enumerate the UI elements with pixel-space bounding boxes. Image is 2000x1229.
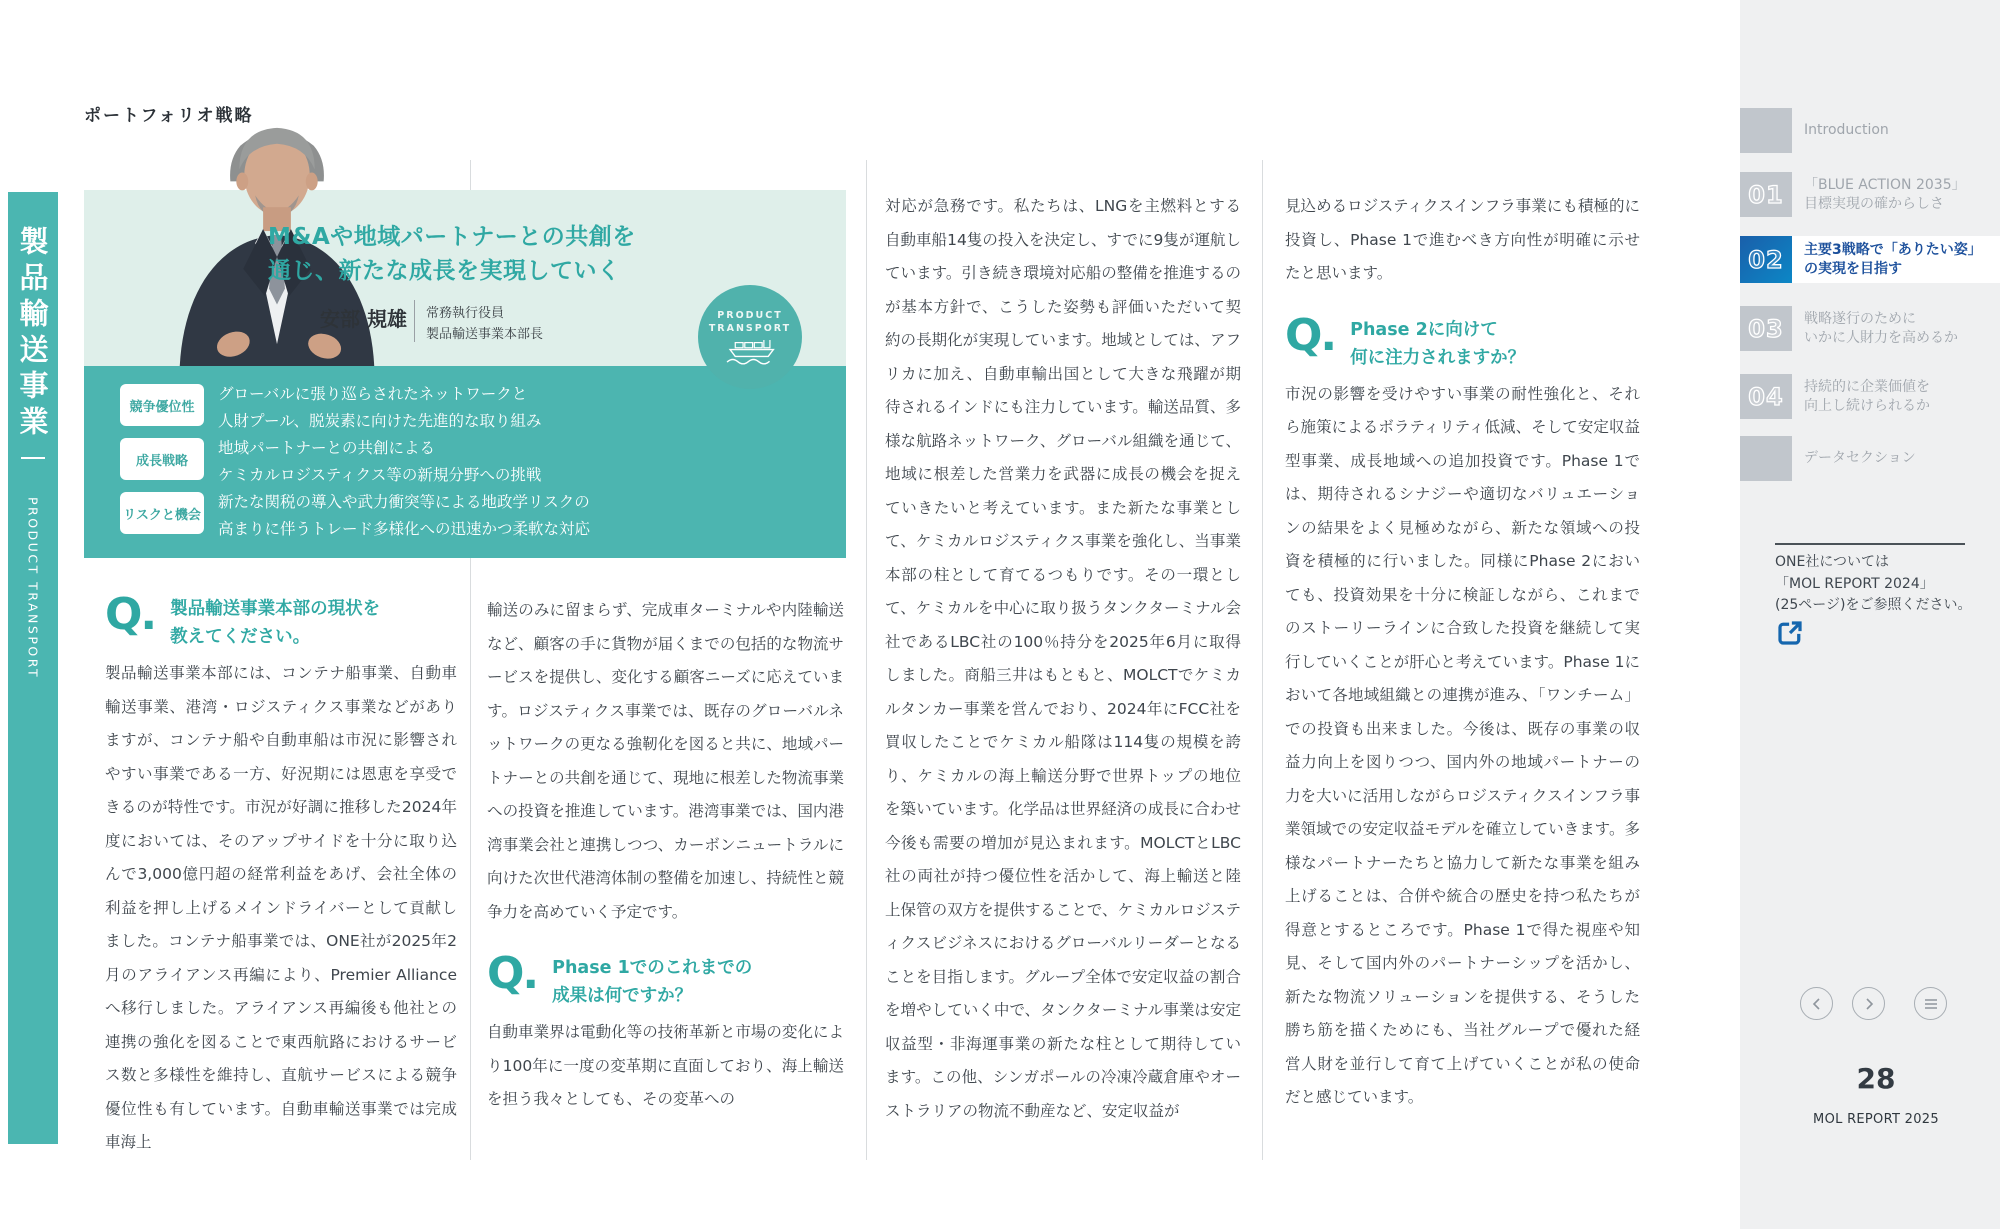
nav-label [1804, 172, 1966, 217]
highlight-label-risks-opportunities: リスクと機会 [120, 492, 204, 534]
answer-3: 市況の影響を受けやすい事業の耐性強化と、それら施策によるボラティリティ低減、そして安定収益型事業、成長地域への追加投資です。Phase 1では、期待されるシナジーや適切なバリュエーションの結果をよく見極めながら、新たな領域への投資を積極的に行いました。同様にPhase 2においても、投資効果を十分に検証しながら、これまでのストーリーラインに合致した投資を継続して実行していくことが肝心と考えています。Phase 1において各地域組織との連携が進み、「ワンチーム」での投資も出来ました。今後は、既存の事業の収益力向上を図りつつ、国内外の地域パートナーの力を大いに活用しながらロジスティクスインフラ事業領域での安定収益モデルを確立していきます。多様なパートナーたちと協力して新たな事業を組み上げることは、合併や統合の歴史を持つ私たちが得意とするところです。Phase 1で得た視座や知見、そして国内外のパートナーシップを活かし、新たな物流ソリューションを提供する、そうした勝ち筋を描くためにも、当社グループで優れた経営人財を並行して育て上げていくことが私の使命だと感じています。 [1285, 384, 1640, 1106]
chevron-left-icon [1811, 998, 1823, 1010]
question-3-title [1350, 316, 1525, 372]
question-2-title-line2: 成果は何ですか？ [552, 986, 693, 1006]
nav-number: 04 [1748, 382, 1784, 411]
nav-square [1740, 436, 1792, 481]
q-glyph: Q. [1285, 309, 1336, 361]
nav-number: 03 [1748, 314, 1784, 343]
one-reference-note [1775, 552, 1971, 617]
header-title-line2: 通じ、新たな成長を実現していく [268, 258, 621, 284]
question-3-title-line2: 何に注力されますか？ [1350, 347, 1526, 368]
nav-label-line2: 目標実現の確からしさ [1804, 195, 1944, 212]
section-label: ポートフォリオ戦略 [84, 106, 254, 126]
chapter-vertical-title: 製品輸送事業 [15, 226, 50, 442]
note-line1: ONE社については [1775, 554, 1890, 570]
nav-label-line1: データセクション [1804, 450, 1916, 466]
next-page-button[interactable] [1852, 987, 1885, 1020]
nav-label [1804, 108, 1889, 153]
highlight-2-line2: 高まりに伴うトレード多様化への迅速かつ柔軟な対応 [218, 520, 591, 538]
chapter-vertical-subtitle: PRODUCT TRANSPORT [25, 497, 41, 680]
navigation-sidebar [1740, 0, 2000, 1229]
highlight-0-line1: グローバルに張り巡らされたネットワークと [218, 385, 528, 403]
question-3-title-line1: Phase 2に向けて [1350, 319, 1498, 340]
nav-label-line2: 向上し続けられるか [1804, 397, 1930, 414]
nav-square [1740, 374, 1792, 419]
report-name: MOL REPORT 2025 [1813, 1112, 1939, 1127]
note-line2: 「MOL REPORT 2024」 [1775, 575, 1934, 592]
page-number: 28 [1856, 1062, 1896, 1095]
nav-number: 01 [1748, 180, 1784, 209]
chevron-right-icon [1863, 998, 1875, 1010]
article-column-3 [885, 190, 1241, 1144]
question-2-title-line1: Phase 1でのこれまでの [552, 958, 753, 978]
highlight-1-line2: ケミカルロジスティクス等の新規分野への挑戦 [218, 466, 542, 484]
highlight-text-risks-opportunities [218, 489, 590, 543]
highlight-label-growth-strategy: 成長戦略 [120, 438, 204, 480]
answer-1-part2: 輸送のみに留まらず、完成車ターミナルや内陸輸送など、顧客の手に貨物が届くまでの包括的な物流サービスを提供し、変化する顧客ニーズに応えています。ロジスティクス事業では、既存のグローバルネットワークの更なる強靭化を図ると共に、地域パートナーとの共創を通じて、現地に根差した物流事業への投資を推進しています。港湾事業では、国内港湾事業会社と連携しつつ、カーボンニュートラルに向けた次世代港湾体制の整備を加速し、持続性と競争力を高めていく予定です。 [487, 601, 844, 921]
question-1 [105, 589, 457, 651]
note-line3: (25ページ)をご参照ください。 [1775, 597, 1972, 613]
column-divider [866, 160, 867, 1160]
sidebar-item-01-blue-action-2035[interactable] [1740, 172, 2000, 217]
executive-role-line2: 製品輸送事業本部長 [426, 327, 544, 342]
contents-menu-button[interactable] [1914, 987, 1947, 1020]
q-glyph: Q. [105, 589, 156, 640]
nav-label-line1: 持続的に企業価値を [1804, 378, 1930, 395]
nav-label [1804, 236, 1982, 283]
highlight-1-line1: 地域パートナーとの共創による [218, 439, 436, 457]
nav-label [1804, 436, 1916, 481]
question-1-title [170, 595, 380, 651]
answer-1-part1: 製品輸送事業本部には、コンテナ船事業、自動車輸送事業、港湾・ロジスティクス事業などがありますが、コンテナ船や自動車船は市況に影響されやすい事業である一方、好況期には恩恵を享受できるのが特性です。市況が好調に推移した2024年度においては、そのアップサイドを十分に取り込んで3,000億円超の経常利益をあげ、会社全体の利益を押し上げるメインドライバーとして貢献しました。コンテナ船事業では、ONE社が2025年2月のアライアンス再編により、Premier Allianceへ移行しました。アライアンス再編後も他社との連携の強化を図ることで東西航路におけるサービス数と多様性を維持し、直航サービスによる競争優位性も有しています。自動車輸送事業では完成車海上 [105, 664, 457, 1151]
highlight-2-line1: 新たな関税の導入や武力衝突等による地政学リスクの [218, 493, 590, 511]
question-2-title [552, 954, 752, 1010]
nav-square-active [1740, 236, 1792, 283]
sidebar-item-03-human-capital[interactable] [1740, 306, 2000, 351]
article-column-1 [105, 589, 457, 1175]
sidebar-item-introduction[interactable] [1740, 108, 2000, 153]
question-1-title-line1: 製品輸送事業本部の現状を [170, 599, 381, 619]
answer-2-part1: 自動車業界は電動化等の技術革新と市場の変化により100年に一度の変革期に直面しており、海上輸送を担う我々としても、その変革への [487, 1023, 844, 1108]
highlight-0-line2: 人財プール、脱炭素に向けた先進的な取り組み [218, 412, 542, 430]
nav-square [1740, 306, 1792, 351]
prev-page-button[interactable] [1800, 987, 1833, 1020]
article-column-4 [1285, 190, 1640, 1130]
nav-label-line1: 戦略遂行のために [1804, 310, 1916, 327]
column-divider [1262, 160, 1263, 1160]
nav-label [1804, 374, 1930, 419]
nav-label-line2: いかに人財力を高めるか [1804, 329, 1958, 346]
badge-line2: TRANSPORT [708, 322, 792, 334]
nav-square [1740, 108, 1792, 153]
q-glyph: Q. [487, 948, 538, 999]
external-link-icon[interactable] [1775, 618, 1805, 648]
question-3 [1285, 309, 1640, 372]
tab-dash-divider [21, 457, 45, 459]
nav-label-line1: 「BLUE ACTION 2035」 [1804, 176, 1966, 193]
nav-label-line1: 主要3戦略で「ありたい姿」 [1804, 241, 1982, 258]
product-transport-badge [698, 285, 802, 389]
article-column-2 [487, 594, 844, 1132]
header-title-line1: M&Aや地域パートナーとの共創を [268, 224, 636, 250]
name-role-divider [414, 300, 415, 342]
chapter-side-tab [8, 192, 58, 1144]
nav-label-line1: Introduction [1804, 122, 1889, 138]
nav-label [1804, 306, 1958, 351]
highlight-text-growth-strategy [218, 435, 541, 489]
highlight-text-competitive-advantage [218, 381, 542, 435]
note-divider [1775, 543, 1965, 545]
answer-2-part2: 対応が急務です。私たちは、LNGを主燃料とする自動車船14隻の投入を決定し、すでに9隻が運航しています。引き続き環境対応船の整備を推進するのが基本方針で、こうした姿勢も評価いただいて契約の長期化が実現しています。地域としては、アフリカに加え、自動車輸出国として大きな飛躍が期待されるインドにも注力しています。輸送品質、多様な航路ネットワーク、グローバル組織を通じて、地域に根差した営業力を武器に成長の機会を捉えていきたいと考えています。また新たな事業として、ケミカルロジスティクス事業を強化し、当事業本部の柱として育てるつもりです。その一環として、ケミカルを中心に取り扱うタンクターミナル会社であるLBC社の100％持分を2025年6月に取得しました。商船三井はもともと、MOLCTでケミカルタンカー事業を営んでおり、2024年にFCC社を買収したことでケミカル船隊は114隻の規模を誇り、ケミカルの海上輸送分野で世界トップの地位を築いています。化学品は世界経済の成長に合わせ今後も需要の増加が見込まれます。MOLCTとLBC社の両社が持つ優位性を活かして、海上輸送と陸上保管の双方を提供することで、ケミカルロジスティクスビジネスにおけるグローバルリーダーとなることを目指します。グループ全体で安定収益の割合を増やしていく中で、タンクターミナル事業は安定収益型・非海運事業の新たな柱として期待しています。この他、シンガポールの冷凍冷蔵倉庫やオーストラリアの物流不動産など、安定収益が [885, 197, 1241, 1120]
nav-number: 02 [1748, 245, 1784, 274]
sidebar-item-04-corporate-value[interactable] [1740, 374, 2000, 419]
container-ship-icon [721, 340, 779, 366]
nav-label-line2: の実現を目指す [1804, 260, 1902, 277]
executive-role-line1: 常務執行役員 [426, 306, 505, 321]
question-1-title-line2: 教えてください。 [170, 627, 311, 647]
badge-line1: PRODUCT [717, 309, 783, 321]
answer-2-part3: 見込めるロジスティクスインフラ事業にも積極的に投資し、Phase 1で進むべき方向性が明確に示せたと思います。 [1285, 197, 1640, 282]
executive-name: 安部 規雄 [320, 307, 407, 331]
question-2 [487, 948, 844, 1010]
menu-icon [1924, 998, 1938, 1010]
nav-square [1740, 172, 1792, 217]
sidebar-item-02-three-key-strategies-active[interactable] [1740, 236, 2000, 283]
sidebar-item-data-section[interactable] [1740, 436, 2000, 481]
highlight-label-competitive-advantage: 競争優位性 [120, 384, 204, 426]
